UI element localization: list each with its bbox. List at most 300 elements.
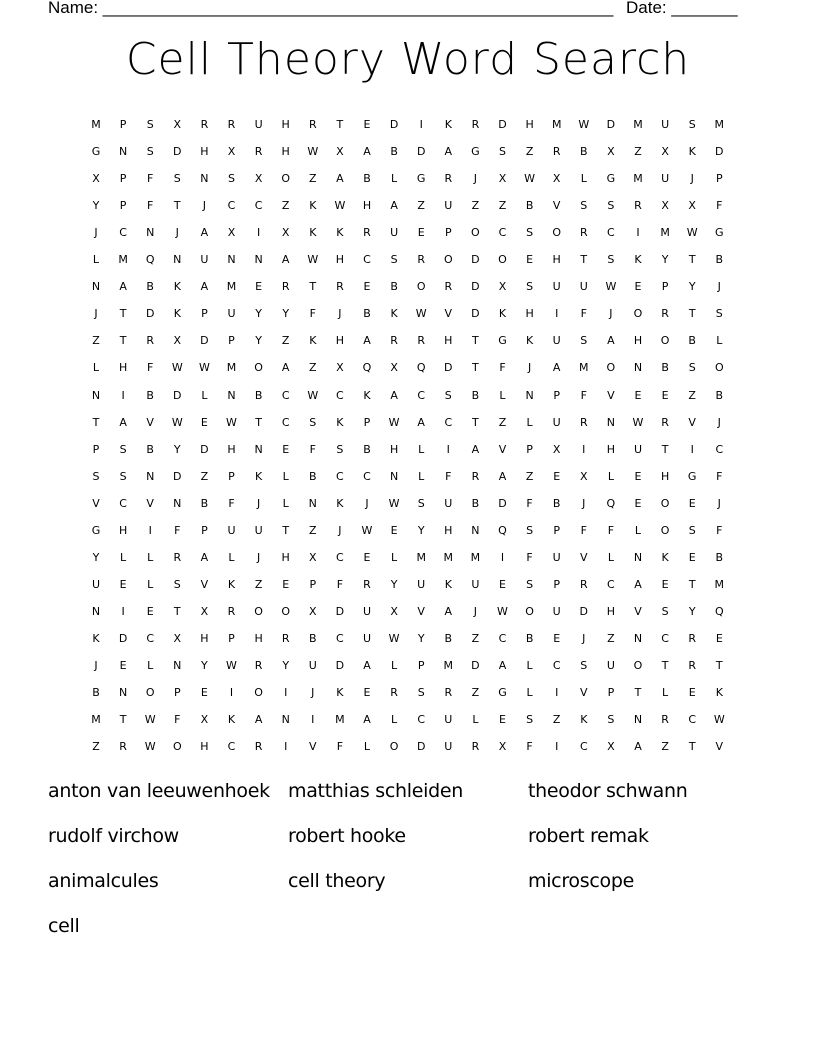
grid-letter[interactable]: H <box>200 631 209 645</box>
grid-letter[interactable]: F <box>716 199 723 213</box>
grid-letter[interactable]: J <box>338 307 342 321</box>
grid-letter[interactable]: P <box>363 415 371 429</box>
grid-letter[interactable]: P <box>173 686 181 700</box>
grid-letter[interactable]: X <box>336 145 344 159</box>
grid-letter[interactable]: J <box>311 686 315 700</box>
grid-letter[interactable]: S <box>499 145 506 159</box>
grid-letter[interactable]: X <box>200 604 209 618</box>
grid-letter[interactable]: L <box>391 172 398 186</box>
grid-letter[interactable]: X <box>498 740 507 754</box>
grid-letter[interactable]: M <box>633 172 643 186</box>
grid-letter[interactable]: X <box>390 361 398 375</box>
grid-letter[interactable]: A <box>254 713 263 727</box>
grid-letter[interactable]: W <box>524 172 536 186</box>
grid-letter[interactable]: E <box>390 523 398 537</box>
grid-letter[interactable]: W <box>144 713 156 727</box>
grid-letter[interactable]: H <box>444 334 453 348</box>
grid-letter[interactable]: Y <box>417 631 425 645</box>
grid-letter[interactable]: A <box>363 334 371 348</box>
grid-letter[interactable]: A <box>471 442 480 456</box>
grid-letter[interactable]: U <box>552 604 561 618</box>
grid-letter[interactable]: T <box>661 659 669 672</box>
grid-letter[interactable]: N <box>91 388 101 402</box>
grid-letter[interactable]: G <box>498 686 507 700</box>
grid-letter[interactable]: O <box>254 361 263 375</box>
grid-letter[interactable]: C <box>579 740 588 754</box>
grid-letter[interactable]: N <box>633 361 643 375</box>
grid-letter[interactable]: G <box>498 334 507 348</box>
grid-letter[interactable]: Q <box>362 361 372 375</box>
grid-letter[interactable]: J <box>256 496 261 510</box>
grid-letter[interactable]: H <box>335 334 345 348</box>
grid-letter[interactable]: B <box>92 686 100 700</box>
grid-letter[interactable]: C <box>607 226 615 240</box>
grid-letter[interactable]: X <box>309 550 317 564</box>
grid-letter[interactable]: X <box>661 199 669 213</box>
grid-letter[interactable]: P <box>444 226 452 240</box>
grid-letter[interactable]: D <box>173 388 182 402</box>
name-field[interactable]: Name: ______________________________________________________ <box>48 0 614 17</box>
grid-letter[interactable]: W <box>334 199 346 213</box>
grid-letter[interactable]: N <box>254 253 263 267</box>
grid-letter[interactable]: F <box>580 523 587 537</box>
grid-letter[interactable]: K <box>173 307 181 321</box>
grid-letter[interactable]: S <box>173 172 181 186</box>
grid-letter[interactable]: A <box>634 577 642 591</box>
grid-letter[interactable]: D <box>335 659 345 672</box>
grid-letter[interactable]: C <box>417 388 426 402</box>
grid-letter[interactable]: M <box>443 659 454 672</box>
grid-letter[interactable]: G <box>606 172 616 186</box>
grid-letter[interactable]: G <box>91 145 101 159</box>
grid-letter[interactable]: R <box>661 713 669 727</box>
grid-letter[interactable]: T <box>688 740 696 754</box>
grid-letter[interactable]: C <box>227 740 236 754</box>
grid-letter[interactable]: H <box>227 442 236 456</box>
grid-letter[interactable]: S <box>444 388 452 402</box>
grid-letter[interactable]: R <box>417 334 426 348</box>
grid-letter[interactable]: R <box>390 686 398 700</box>
grid-letter[interactable]: A <box>607 334 615 348</box>
grid-letter[interactable]: T <box>119 334 127 348</box>
grid-letter[interactable]: O <box>145 686 155 700</box>
grid-letter[interactable]: T <box>472 415 479 429</box>
grid-letter[interactable]: E <box>661 388 669 402</box>
grid-letter[interactable]: N <box>118 145 128 159</box>
grid-letter[interactable]: H <box>606 442 616 456</box>
grid-letter[interactable]: B <box>146 388 154 402</box>
grid-letter[interactable]: F <box>580 388 587 402</box>
grid-letter[interactable]: N <box>308 496 317 510</box>
grid-letter[interactable]: A <box>417 415 425 429</box>
grid-letter[interactable]: D <box>200 442 209 456</box>
grid-letter[interactable]: C <box>119 226 127 240</box>
grid-letter[interactable]: K <box>715 686 723 700</box>
grid-letter[interactable]: W <box>307 253 319 267</box>
grid-letter[interactable]: J <box>94 307 98 321</box>
grid-letter[interactable]: I <box>284 740 288 754</box>
grid-letter[interactable]: K <box>580 713 588 727</box>
grid-letter[interactable]: V <box>498 442 507 456</box>
grid-letter[interactable]: R <box>227 118 236 131</box>
grid-letter[interactable]: V <box>146 496 154 510</box>
grid-letter[interactable]: X <box>661 145 669 159</box>
grid-letter[interactable]: Z <box>607 631 615 645</box>
grid-letter[interactable]: N <box>173 496 182 510</box>
grid-letter[interactable]: S <box>715 307 723 321</box>
grid-letter[interactable]: F <box>716 469 723 483</box>
grid-letter[interactable]: U <box>606 659 615 672</box>
grid-letter[interactable]: K <box>634 253 642 267</box>
grid-letter[interactable]: D <box>200 334 209 348</box>
grid-letter[interactable]: K <box>661 550 669 564</box>
grid-letter[interactable]: Y <box>390 577 398 591</box>
grid-letter[interactable]: J <box>202 199 207 213</box>
grid-letter[interactable]: F <box>309 442 316 456</box>
grid-letter[interactable]: Z <box>552 713 561 727</box>
grid-letter[interactable]: B <box>661 361 669 375</box>
grid-letter[interactable]: A <box>498 659 507 672</box>
grid-letter[interactable]: E <box>715 631 723 645</box>
grid-letter[interactable]: T <box>119 307 127 321</box>
grid-letter[interactable]: F <box>716 523 723 537</box>
grid-letter[interactable]: E <box>688 496 696 510</box>
grid-letter[interactable]: X <box>227 226 236 240</box>
grid-letter[interactable]: U <box>444 713 453 727</box>
grid-letter[interactable]: P <box>201 523 208 537</box>
grid-letter[interactable]: W <box>632 415 644 429</box>
grid-letter[interactable]: H <box>444 523 453 537</box>
grid-letter[interactable]: W <box>171 415 183 429</box>
grid-letter[interactable]: S <box>526 280 534 294</box>
grid-letter[interactable]: Y <box>255 307 262 321</box>
grid-letter[interactable]: R <box>688 659 697 672</box>
grid-letter[interactable]: H <box>281 145 290 159</box>
grid-letter[interactable]: A <box>363 659 371 672</box>
grid-letter[interactable]: B <box>146 280 154 294</box>
grid-letter[interactable]: P <box>526 442 533 456</box>
grid-letter[interactable]: N <box>91 280 101 294</box>
grid-letter[interactable]: C <box>715 442 724 456</box>
grid-letter[interactable]: J <box>365 496 369 510</box>
grid-letter[interactable]: T <box>580 253 588 267</box>
grid-letter[interactable]: W <box>388 496 400 510</box>
grid-letter[interactable]: O <box>633 307 643 321</box>
grid-letter[interactable]: L <box>391 659 398 672</box>
grid-letter[interactable]: R <box>444 686 453 700</box>
grid-letter[interactable]: F <box>174 523 181 537</box>
grid-letter[interactable]: N <box>91 604 101 618</box>
grid-letter[interactable]: V <box>417 604 425 618</box>
grid-letter[interactable]: P <box>417 659 425 672</box>
grid-letter[interactable]: B <box>688 334 696 348</box>
grid-letter[interactable]: L <box>526 686 533 700</box>
grid-letter[interactable]: L <box>472 713 479 727</box>
grid-letter[interactable]: Y <box>688 280 696 294</box>
grid-letter[interactable]: O <box>660 334 670 348</box>
grid-letter[interactable]: B <box>146 442 154 456</box>
grid-letter[interactable]: J <box>717 496 721 510</box>
grid-letter[interactable]: Y <box>688 604 696 618</box>
grid-letter[interactable]: H <box>525 307 534 321</box>
grid-letter[interactable]: F <box>309 307 316 321</box>
grid-letter[interactable]: D <box>471 253 480 267</box>
grid-letter[interactable]: R <box>471 118 480 131</box>
grid-letter[interactable]: M <box>416 550 426 564</box>
grid-letter[interactable]: R <box>363 226 371 240</box>
grid-letter[interactable]: K <box>173 280 181 294</box>
grid-letter[interactable]: H <box>254 631 263 645</box>
grid-letter[interactable]: O <box>416 280 426 294</box>
grid-letter[interactable]: D <box>335 604 345 618</box>
grid-letter[interactable]: K <box>444 118 452 131</box>
grid-letter[interactable]: U <box>444 496 453 510</box>
grid-letter[interactable]: R <box>390 334 398 348</box>
grid-letter[interactable]: B <box>471 388 480 402</box>
grid-letter[interactable]: Y <box>282 307 290 321</box>
grid-letter[interactable]: C <box>607 577 615 591</box>
grid-letter[interactable]: U <box>91 577 101 591</box>
grid-letter[interactable]: Y <box>92 550 100 564</box>
grid-letter[interactable]: M <box>633 118 643 131</box>
grid-letter[interactable]: N <box>146 226 155 240</box>
grid-letter[interactable]: F <box>147 199 154 213</box>
grid-letter[interactable]: S <box>146 145 154 159</box>
grid-letter[interactable]: C <box>498 631 507 645</box>
grid-letter[interactable]: D <box>173 145 182 159</box>
grid-letter[interactable]: L <box>228 550 235 564</box>
grid-letter[interactable]: U <box>254 523 263 537</box>
grid-letter[interactable]: X <box>200 713 209 727</box>
grid-letter[interactable]: P <box>119 199 127 213</box>
grid-letter[interactable]: D <box>416 145 426 159</box>
grid-letter[interactable]: I <box>446 442 450 456</box>
grid-letter[interactable]: O <box>281 604 291 618</box>
grid-letter[interactable]: N <box>118 686 128 700</box>
grid-letter[interactable]: T <box>173 199 181 213</box>
grid-letter[interactable]: U <box>552 415 561 429</box>
grid-letter[interactable]: R <box>661 307 669 321</box>
grid-letter[interactable]: T <box>688 253 696 267</box>
grid-letter[interactable]: X <box>498 172 507 186</box>
grid-letter[interactable]: D <box>471 280 480 294</box>
grid-letter[interactable]: F <box>526 496 533 510</box>
grid-letter[interactable]: A <box>281 253 290 267</box>
grid-letter[interactable]: C <box>661 631 669 645</box>
grid-letter[interactable]: P <box>553 388 560 402</box>
grid-letter[interactable]: L <box>120 550 127 564</box>
grid-letter[interactable]: R <box>254 659 263 672</box>
grid-letter[interactable]: O <box>281 172 291 186</box>
grid-letter[interactable]: F <box>336 740 344 754</box>
grid-letter[interactable]: U <box>579 280 588 294</box>
grid-letter[interactable]: C <box>363 469 371 483</box>
grid-letter[interactable]: J <box>175 226 179 240</box>
grid-letter[interactable]: V <box>607 388 615 402</box>
grid-letter[interactable]: J <box>94 226 98 240</box>
grid-letter[interactable]: E <box>363 118 371 131</box>
grid-letter[interactable]: O <box>606 361 616 375</box>
grid-letter[interactable]: I <box>636 226 640 240</box>
grid-letter[interactable]: X <box>227 145 236 159</box>
grid-letter[interactable]: B <box>471 496 480 510</box>
grid-letter[interactable]: O <box>172 740 182 754</box>
grid-letter[interactable]: I <box>121 388 125 402</box>
grid-letter[interactable]: U <box>227 523 236 537</box>
grid-letter[interactable]: S <box>526 523 534 537</box>
grid-letter[interactable]: S <box>417 496 425 510</box>
grid-letter[interactable]: R <box>444 172 453 186</box>
grid-letter[interactable]: E <box>146 604 154 618</box>
grid-letter[interactable]: L <box>92 361 100 375</box>
grid-letter[interactable]: I <box>311 713 315 727</box>
grid-letter[interactable]: M <box>226 361 237 375</box>
grid-letter[interactable]: W <box>388 631 400 645</box>
grid-letter[interactable]: S <box>580 659 588 672</box>
grid-letter[interactable]: J <box>473 604 478 618</box>
grid-letter[interactable]: D <box>471 659 480 672</box>
grid-letter[interactable]: B <box>580 145 588 159</box>
grid-letter[interactable]: B <box>309 631 317 645</box>
grid-letter[interactable]: L <box>282 496 289 510</box>
grid-letter[interactable]: S <box>390 253 398 267</box>
grid-letter[interactable]: U <box>200 253 209 267</box>
grid-letter[interactable]: V <box>146 415 154 429</box>
grid-letter[interactable]: A <box>200 280 209 294</box>
grid-letter[interactable]: W <box>198 361 210 375</box>
grid-letter[interactable]: X <box>552 442 561 456</box>
grid-letter[interactable]: B <box>715 253 724 267</box>
grid-letter[interactable]: G <box>91 523 101 537</box>
grid-letter[interactable]: V <box>580 686 588 700</box>
grid-letter[interactable]: T <box>715 659 723 672</box>
grid-letter[interactable]: S <box>309 415 317 429</box>
grid-letter[interactable]: A <box>336 172 344 186</box>
grid-letter[interactable]: L <box>282 469 289 483</box>
grid-letter[interactable]: H <box>118 361 128 375</box>
grid-letter[interactable]: A <box>119 415 127 429</box>
grid-letter[interactable]: B <box>363 307 371 321</box>
grid-letter[interactable]: I <box>256 226 261 240</box>
grid-letter[interactable]: C <box>119 496 127 510</box>
grid-letter[interactable]: J <box>256 550 261 564</box>
grid-letter[interactable]: C <box>336 388 344 402</box>
grid-letter[interactable]: P <box>119 172 127 186</box>
grid-letter[interactable]: S <box>173 577 181 591</box>
grid-letter[interactable]: L <box>418 442 425 456</box>
grid-letter[interactable]: B <box>390 145 398 159</box>
grid-letter[interactable]: E <box>282 442 290 456</box>
grid-letter[interactable]: U <box>362 631 372 645</box>
grid-letter[interactable]: T <box>119 713 127 727</box>
grid-letter[interactable]: W <box>686 226 698 240</box>
grid-letter[interactable]: Y <box>92 199 100 213</box>
grid-letter[interactable]: M <box>579 361 589 375</box>
grid-letter[interactable]: Z <box>471 686 480 700</box>
grid-letter[interactable]: L <box>147 659 154 672</box>
grid-letter[interactable]: M <box>551 118 562 131</box>
grid-letter[interactable]: L <box>662 686 669 700</box>
grid-letter[interactable]: L <box>418 469 425 483</box>
grid-letter[interactable]: L <box>391 713 398 727</box>
grid-letter[interactable]: U <box>417 577 426 591</box>
grid-letter[interactable]: M <box>118 253 128 267</box>
grid-letter[interactable]: E <box>119 577 127 591</box>
grid-letter[interactable]: C <box>336 550 344 564</box>
grid-letter[interactable]: F <box>526 740 533 754</box>
grid-letter[interactable]: Z <box>309 172 317 186</box>
grid-letter[interactable]: F <box>228 496 235 510</box>
grid-letter[interactable]: E <box>363 686 371 700</box>
grid-letter[interactable]: W <box>361 523 373 537</box>
grid-letter[interactable]: L <box>607 469 614 483</box>
grid-letter[interactable]: N <box>633 550 643 564</box>
grid-letter[interactable]: F <box>336 577 344 591</box>
grid-letter[interactable]: X <box>254 172 263 186</box>
grid-letter[interactable]: K <box>525 334 534 348</box>
grid-letter[interactable]: N <box>227 253 236 267</box>
grid-letter[interactable]: E <box>363 550 371 564</box>
grid-letter[interactable]: D <box>498 496 507 510</box>
grid-letter[interactable]: U <box>444 740 453 754</box>
grid-letter[interactable]: Z <box>417 199 425 213</box>
grid-letter[interactable]: U <box>444 199 453 213</box>
grid-letter[interactable]: Z <box>661 740 669 754</box>
grid-letter[interactable]: D <box>118 631 128 645</box>
grid-letter[interactable]: W <box>307 388 319 402</box>
grid-letter[interactable]: A <box>200 550 209 564</box>
grid-letter[interactable]: P <box>553 577 560 591</box>
grid-letter[interactable]: J <box>473 172 478 186</box>
grid-letter[interactable]: K <box>444 577 452 591</box>
grid-letter[interactable]: R <box>417 253 426 267</box>
grid-letter[interactable]: B <box>715 550 724 564</box>
grid-letter[interactable]: V <box>688 415 696 429</box>
grid-letter[interactable]: H <box>200 145 209 159</box>
grid-letter[interactable]: O <box>552 226 562 240</box>
grid-letter[interactable]: H <box>200 740 209 754</box>
grid-letter[interactable]: H <box>389 442 399 456</box>
grid-letter[interactable]: M <box>714 118 725 131</box>
grid-letter[interactable]: R <box>281 280 290 294</box>
grid-letter[interactable]: P <box>228 631 235 645</box>
grid-letter[interactable]: N <box>633 713 643 727</box>
grid-letter[interactable]: D <box>715 145 724 159</box>
grid-letter[interactable]: Z <box>471 199 480 213</box>
grid-letter[interactable]: K <box>336 226 344 240</box>
grid-letter[interactable]: T <box>255 415 262 429</box>
grid-letter[interactable]: T <box>661 442 669 456</box>
grid-letter[interactable]: Y <box>282 659 290 672</box>
grid-letter[interactable]: S <box>336 442 344 456</box>
grid-letter[interactable]: X <box>173 118 182 131</box>
grid-letter[interactable]: S <box>526 713 534 727</box>
grid-letter[interactable]: D <box>498 118 507 131</box>
grid-letter[interactable]: C <box>281 388 290 402</box>
grid-letter[interactable]: U <box>552 280 561 294</box>
grid-letter[interactable]: R <box>281 631 290 645</box>
grid-letter[interactable]: M <box>714 577 725 591</box>
grid-letter[interactable]: U <box>661 118 670 131</box>
grid-letter[interactable]: X <box>607 145 615 159</box>
grid-letter[interactable]: B <box>390 280 398 294</box>
grid-letter[interactable]: X <box>309 604 317 618</box>
grid-letter[interactable]: E <box>200 686 208 700</box>
grid-letter[interactable]: C <box>336 469 344 483</box>
grid-letter[interactable]: T <box>688 577 696 591</box>
grid-letter[interactable]: P <box>715 172 723 186</box>
grid-letter[interactable]: M <box>470 550 481 564</box>
